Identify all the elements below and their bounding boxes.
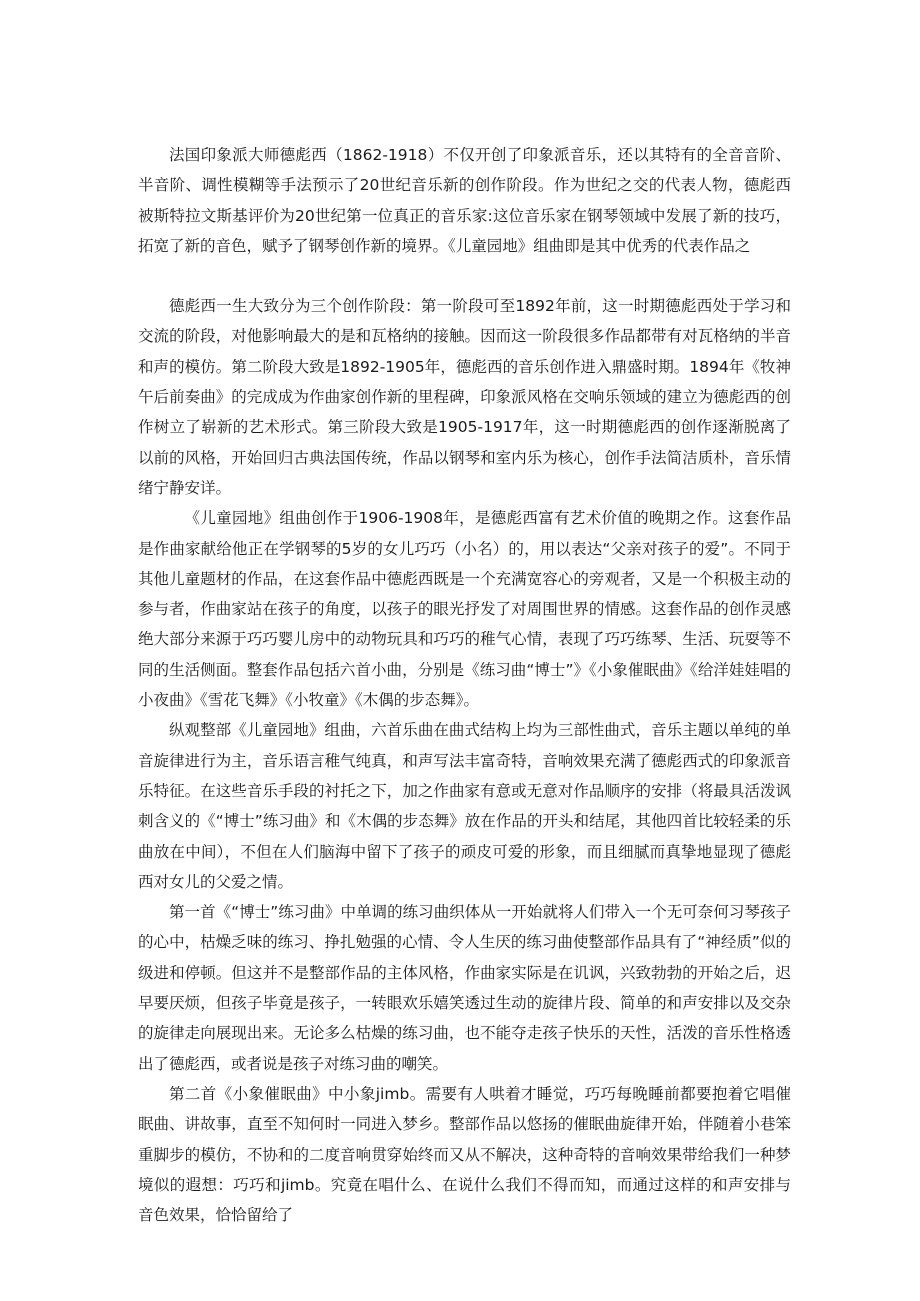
paragraph-intro: 法国印象派大师德彪西（1862-1918）不仅开创了印象派音乐，还以其特有的全音音阶、半音阶、调性模糊等手法预示了20世纪音乐新的创作阶段。作为世纪之交的代表人物，德彪西被斯特拉文斯基评价为20世纪第一位真正的音乐家:这位音乐家在钢琴领域中发展了新的技巧，拓宽了新的音色，赋予了钢琴创作新的境界。《儿童园地》组曲即是其中优秀的代表作品之 [138,146,791,255]
article-body [138,140,791,1230]
paragraph-creative-stages: 德彪西一生大致分为三个创作阶段：第一阶段可至1892年前，这一时期德彪西处于学习和交流的阶段，对他影响最大的是和瓦格纳的接触。因而这一阶段很多作品都带有对瓦格纳的半音和声的模仿。第二阶段大致是1892-1905年，德彪西的音乐创作进入鼎盛时期。1894年《牧神午后前奏曲》的完成成为作曲家创作新的里程碑，印象派风格在交响乐领域的建立为德彪西的创作树立了崭新的艺术形式。第三阶段大致是1905-1917年，这一时期德彪西的创作逐渐脱离了以前的风格，开始回归古典法国传统，作品以钢琴和室内乐为核心，创作手法简洁质朴，音乐情绪宁静安详。 [138,297,791,497]
paragraph-second-piece: 第二首《小象催眠曲》中小象jimb。需要有人哄着才睡觉，巧巧每晚睡前都要抱着它唱催眠曲、讲故事，直至不知何时一同进入梦乡。整部作品以悠扬的催眠曲旋律开始，伴随着小巷笨重脚步的模仿，不协和的二度音响贯穿始终而又从不解决，这种奇特的音响效果带给我们一种梦境似的遐想：巧巧和jimb。究竟在唱什么、在说什么我们不得而知，而通过这样的和声安排与音色效果，恰恰留给了 [138,1084,791,1225]
paragraph-childrens-corner: 《儿童园地》组曲创作于1906-1908年，是德彪西富有艺术价值的晚期之作。这套作品是作曲家献给他正在学钢琴的5岁的女儿巧巧（小名）的，用以表达“父亲对孩子的爱”。不同于其他儿童题材的作品，在这套作品中德彪西既是一个充满宽容心的旁观者，又是一个积极主动的参与者，作曲家站在孩子的角度，以孩子的眼光抒发了对周围世界的情感。这套作品的创作灵感绝大部分来源于巧巧婴儿房中的动物玩具和巧巧的稚气心情，表现了巧巧练琴、生活、玩耍等不同的生活侧面。整套作品包括六首小曲，分别是《练习曲“博士”》《小象催眠曲》《给洋娃娃唱的小夜曲》《雪花飞舞》《小牧童》《木偶的步态舞》。 [138,509,791,710]
paragraph-first-piece: 第一首《“博士”练习曲》中单调的练习曲织体从一开始就将人们带入一个无可奈何习琴孩子的心中，枯燥乏味的练习、挣扎勉强的心情、令人生厌的练习曲使整部作品具有了“神经质”似的级进和停顿。但这并不是整部作品的主体风格，作曲家实际是在讥讽，兴致勃勃的开始之后，迟早要厌烦，但孩子毕竟是孩子，一转眼欢乐嬉笑透过生动的旋律片段、简单的和声安排以及交杂的旋律走向展现出来。无论多么枯燥的练习曲，也不能夺走孩子快乐的天性，活泼的音乐性格透出了德彪西，或者说是孩子对练习曲的嘲笑。 [138,903,791,1073]
paragraph-overview: 纵观整部《儿童园地》组曲，六首乐曲在曲式结构上均为三部性曲式，音乐主题以单纯的单音旋律进行为主，音乐语言稚气纯真，和声写法丰富奇特，音响效果充满了德彪西式的印象派音乐特征。在这些音乐手段的衬托之下，加之作曲家有意或无意对作品顺序的安排（将最具活泼讽刺含义的《“博士”练习曲》和《木偶的步态舞》放在作品的开头和结尾，其他四首比较轻柔的乐曲放在中间），不但在人们脑海中留下了孩子的顽皮可爱的形象，而且细腻而真挚地显现了德彪西对女儿的父爱之情。 [138,721,791,891]
